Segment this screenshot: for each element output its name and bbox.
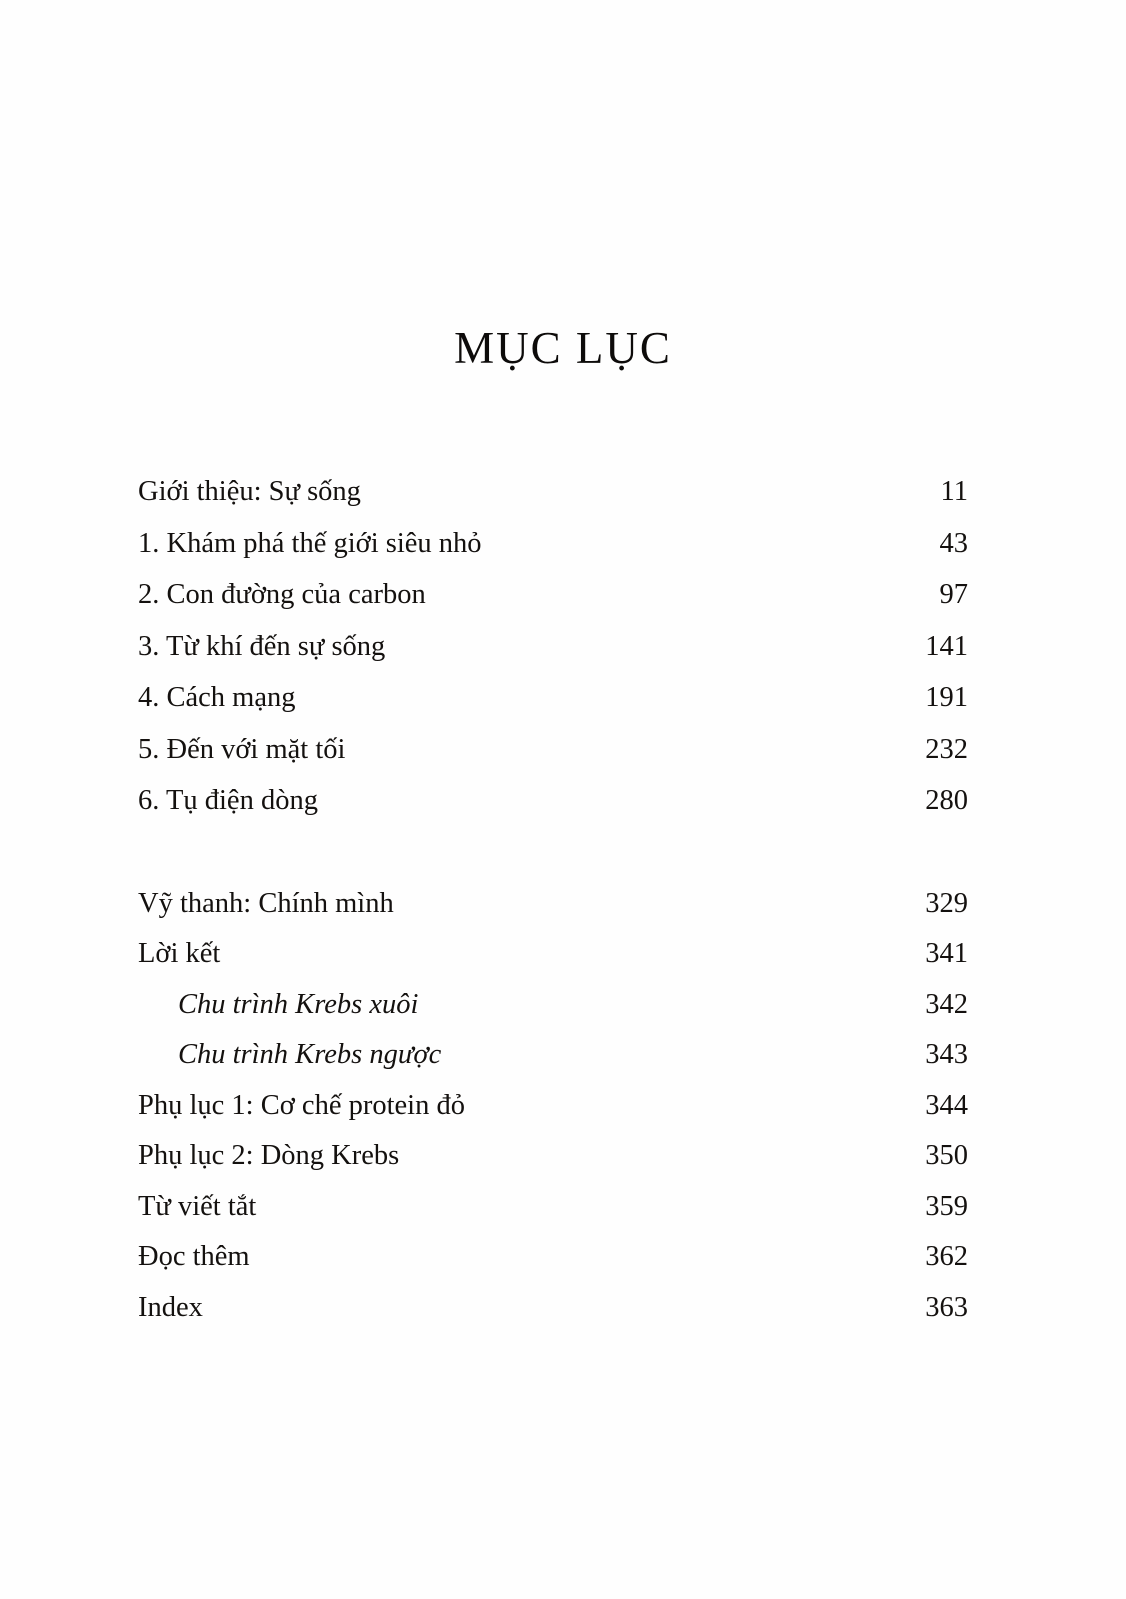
table-of-contents [138,478,968,1344]
toc-entry[interactable] [138,1142,968,1171]
toc-entry[interactable] [138,478,968,507]
toc-entry-page: 363 [925,1291,968,1323]
toc-entry[interactable] [138,787,968,816]
toc-entry-page: 342 [925,988,968,1020]
toc-entry-title: Phụ lục 2: Dòng Krebs [138,1140,400,1171]
toc-entry-title: 6. Tụ điện dòng [138,785,318,816]
toc-entry[interactable] [138,581,968,610]
toc-entry-page: 191 [925,682,968,713]
toc-entry-title: 4. Cách mạng [138,682,296,713]
toc-entry-page: 350 [925,1140,968,1171]
toc-entry-page: 141 [925,630,968,662]
toc-entry-title: 2. Con đường của carbon [138,579,426,610]
toc-entry[interactable] [138,684,968,713]
toc-entry-page: 280 [925,785,968,816]
toc-entry-page: 11 [940,476,968,507]
toc-section-back-matter [138,887,968,1323]
toc-entry-title: Từ viết tắt [138,1190,257,1222]
toc-entry-title: Đọc thêm [138,1241,250,1272]
page-title: MỤC LỤC [454,323,672,374]
toc-entry[interactable] [138,1291,968,1323]
toc-entry-title: Lời kết [138,938,221,969]
toc-entry-page: 232 [925,733,968,765]
toc-entry[interactable] [138,527,968,559]
toc-entry[interactable] [138,940,968,969]
toc-entry-page: 43 [939,527,968,559]
toc-entry-page: 343 [925,1039,968,1070]
toc-entry-title: Chu trình Krebs xuôi [178,988,419,1020]
toc-entry-page: 362 [925,1241,968,1272]
toc-entry-title: Phụ lục 1: Cơ chế protein đỏ [138,1089,465,1121]
toc-section-main [138,478,968,816]
toc-entry[interactable] [138,887,968,919]
toc-entry-title: Vỹ thanh: Chính mình [138,887,394,919]
toc-entry-title: Chu trình Krebs ngược [178,1039,442,1070]
toc-entry-sub[interactable] [138,988,968,1020]
toc-entry[interactable] [138,1190,968,1222]
toc-entry-sub[interactable] [138,1041,968,1070]
toc-entry[interactable] [138,1089,968,1121]
toc-entry[interactable] [138,733,968,765]
toc-entry-title: Index [138,1291,203,1323]
toc-entry-page: 359 [925,1190,968,1222]
toc-entry-page: 344 [925,1089,968,1121]
section-divider [138,839,968,890]
toc-entry-page: 97 [939,579,968,610]
toc-entry-title: 3. Từ khí đến sự sống [138,630,386,662]
toc-entry-title: 5. Đến với mặt tối [138,733,346,765]
toc-entry-page: 329 [925,887,968,919]
toc-entry[interactable] [138,1243,968,1272]
toc-entry-title: 1. Khám phá thế giới siêu nhỏ [138,527,482,559]
toc-entry-page: 341 [925,938,968,969]
toc-entry[interactable] [138,630,968,662]
toc-entry-title: Giới thiệu: Sự sống [138,476,361,507]
